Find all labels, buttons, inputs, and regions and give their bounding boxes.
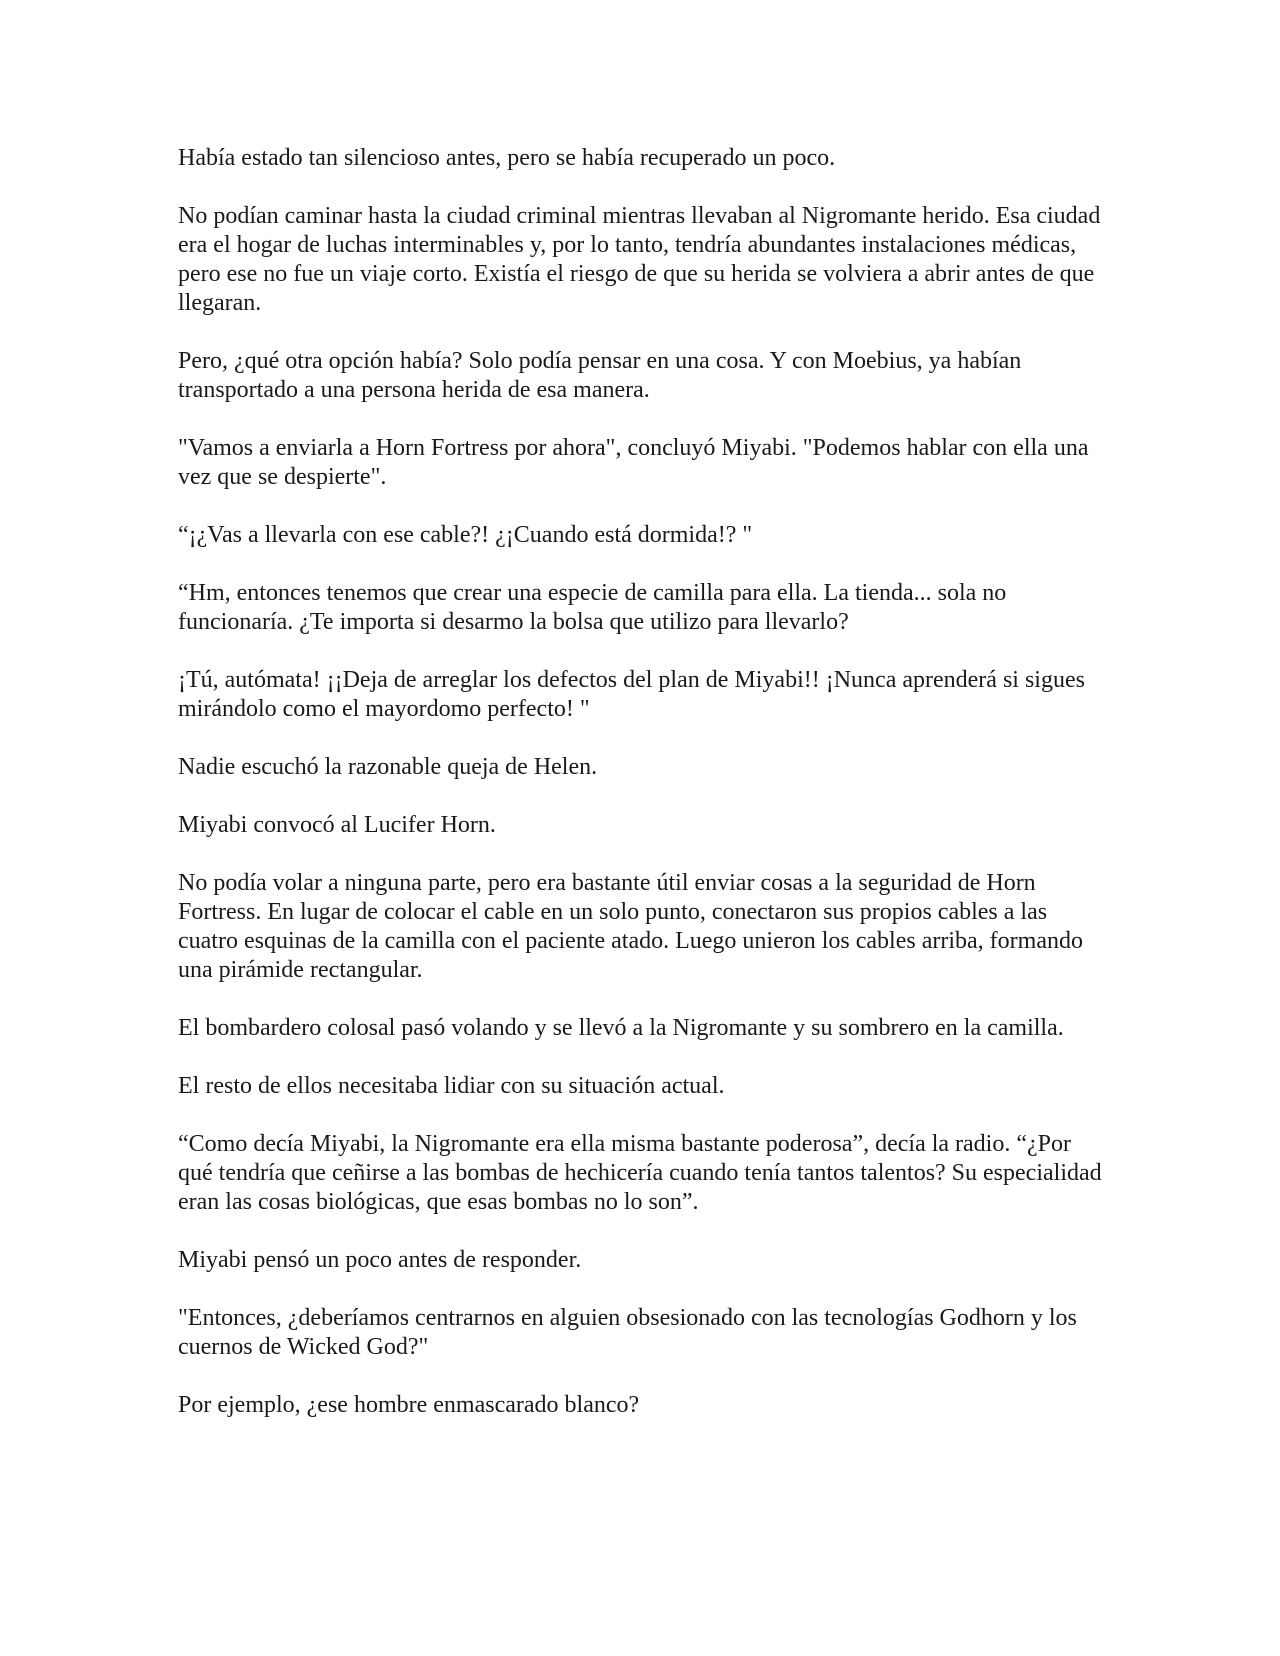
paragraph: “Como decía Miyabi, la Nigromante era ella misma bastante poderosa”, decía la radio. “¿Por qué tendría que ceñirse a las bombas de hechicería cuando tenía tantos talentos? Su especialidad eran las cosas biológicas, que esas bombas no lo son”. bbox=[178, 1131, 1102, 1215]
paragraph: Había estado tan silencioso antes, pero se había recuperado un poco. bbox=[178, 145, 836, 171]
paragraph: ¡Tú, autómata! ¡¡Deja de arreglar los defectos del plan de Miyabi!! ¡Nunca aprenderá si sigues mirándolo como el mayordomo perfecto! " bbox=[178, 667, 1085, 722]
paragraph: Miyabi pensó un poco antes de responder. bbox=[178, 1247, 582, 1273]
paragraph: "Entonces, ¿deberíamos centrarnos en alguien obsesionado con las tecnologías Godhorn y los cuernos de Wicked God?" bbox=[178, 1305, 1077, 1360]
paragraph: Pero, ¿qué otra opción había? Solo podía pensar en una cosa. Y con Moebius, ya habían transportado a una persona herida de esa manera. bbox=[178, 348, 1022, 403]
paragraph: No podía volar a ninguna parte, pero era bastante útil enviar cosas a la seguridad de Horn Fortress. En lugar de colocar el cable en un solo punto, conectaron sus propios cables a las cuatro esquinas de la camilla con el paciente atado. Luego unieron los cables arriba, formando una pirámide rectangular. bbox=[178, 870, 1083, 983]
paragraph: El bombardero colosal pasó volando y se llevó a la Nigromante y su sombrero en la camilla. bbox=[178, 1015, 1064, 1041]
body-text bbox=[178, 144, 1108, 1449]
paragraph: El resto de ellos necesitaba lidiar con su situación actual. bbox=[178, 1073, 725, 1099]
paragraph: No podían caminar hasta la ciudad criminal mientras llevaban al Nigromante herido. Esa ciudad era el hogar de luchas interminables y, por lo tanto, tendría abundantes instalaciones médicas, pero ese no fue un viaje corto. Existía el riesgo de que su herida se volviera a abrir antes de que llegaran. bbox=[178, 203, 1101, 316]
paragraph: “Hm, entonces tenemos que crear una especie de camilla para ella. La tienda... sola no funcionaría. ¿Te importa si desarmo la bolsa que utilizo para llevarlo? bbox=[178, 580, 1007, 635]
paragraph: "Vamos a enviarla a Horn Fortress por ahora", concluyó Miyabi. "Podemos hablar con ella una vez que se despierte". bbox=[178, 435, 1089, 490]
paragraph: Nadie escuchó la razonable queja de Helen. bbox=[178, 754, 598, 780]
paragraph: “¡¿Vas a llevarla con ese cable?! ¿¡Cuando está dormida!? " bbox=[178, 522, 753, 548]
paragraph: Miyabi convocó al Lucifer Horn. bbox=[178, 812, 496, 838]
paragraph: Por ejemplo, ¿ese hombre enmascarado blanco? bbox=[178, 1392, 640, 1418]
